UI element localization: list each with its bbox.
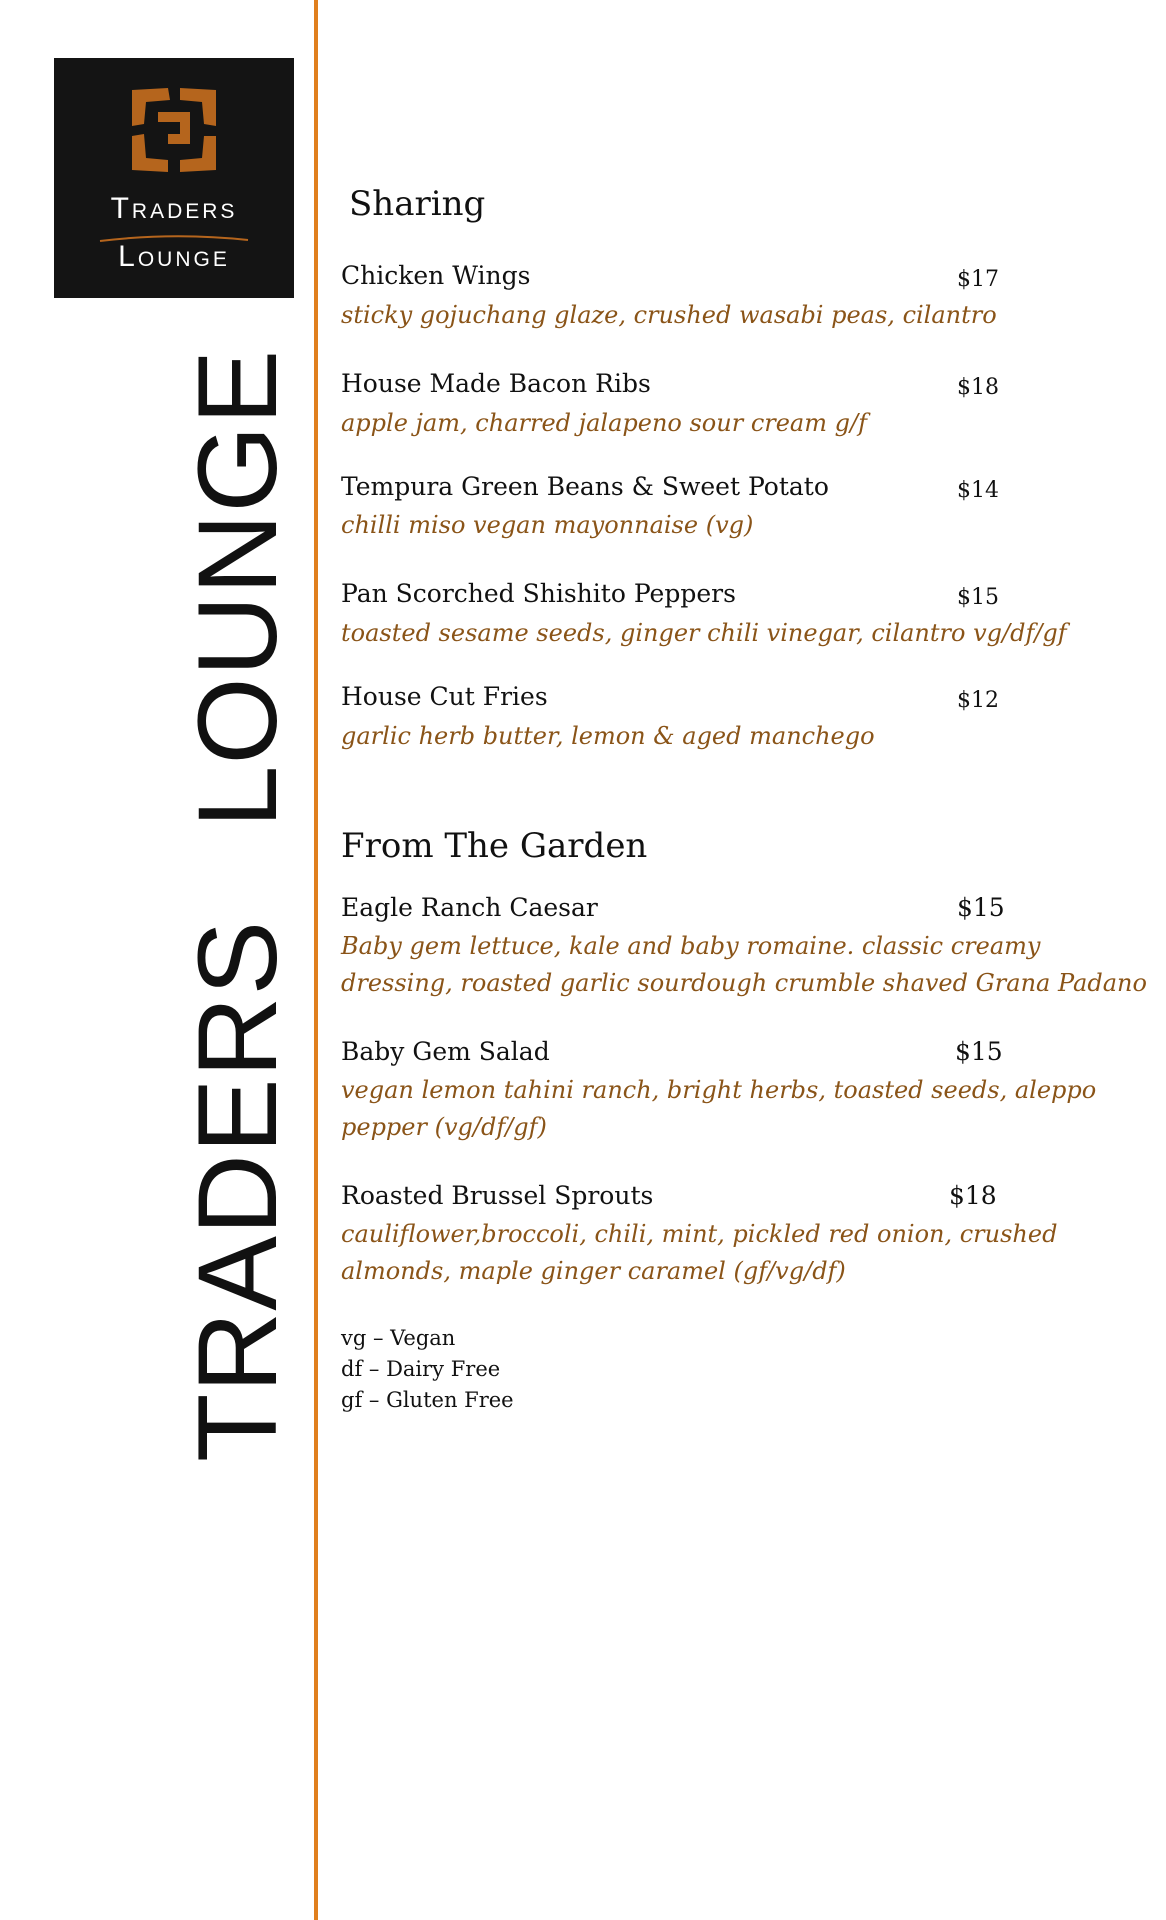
item-description: apple jam, charred jalapeno sour cream g/f [341, 409, 867, 437]
logo-text-traders: Traders [110, 192, 238, 225]
item-description: garlic herb butter, lemon & aged manchego [341, 722, 875, 750]
vertical-word-lounge: LOUNGE [175, 348, 300, 828]
logo [54, 58, 294, 298]
item-name: Baby Gem Salad [341, 1037, 550, 1066]
item-price: $17 [957, 267, 999, 292]
item-name: Eagle Ranch Caesar [341, 893, 598, 922]
item-description: Baby gem lettuce, kale and baby romaine. classic creamy dressing, roasted garlic sourdough crumble shaved Grana Padano [341, 932, 1147, 997]
item-name: Pan Scorched Shishito Peppers [341, 579, 736, 608]
item-description: cauliflower,broccoli, chili, mint, pickled red onion, crushed almonds, maple ginger caramel (gf/vg/df) [341, 1220, 1058, 1285]
legend-item-dairy-free: df – Dairy Free [341, 1357, 501, 1381]
section-title-sharing: Sharing [349, 184, 486, 224]
vertical-brand-text [175, 348, 300, 1462]
item-description: sticky gojuchang glaze, crushed wasabi peas, cilantro [341, 301, 997, 329]
item-name: Roasted Brussel Sprouts [341, 1181, 654, 1210]
section-title-from-the-garden: From The Garden [341, 826, 648, 866]
orange-divider [314, 0, 318, 1920]
item-price: $15 [957, 585, 999, 610]
logo-text-lounge: Lounge [118, 240, 230, 273]
diet-legend [341, 1323, 514, 1416]
item-description: vegan lemon tahini ranch, bright herbs, toasted seeds, aleppo pepper (vg/df/gf) [341, 1076, 1097, 1141]
item-description: chilli miso vegan mayonnaise (vg) [341, 511, 754, 539]
item-price: $15 [957, 893, 1005, 922]
item-price: $18 [949, 1181, 997, 1210]
item-price: $18 [957, 375, 999, 400]
vertical-word-traders: TRADERS [175, 919, 300, 1462]
item-description: toasted sesame seeds, ginger chili vinegar, cilantro vg/df/gf [341, 619, 1067, 647]
item-price: $14 [957, 478, 999, 503]
legend-item-vegan: vg – Vegan [341, 1326, 456, 1350]
item-name: House Made Bacon Ribs [341, 369, 651, 398]
item-name: House Cut Fries [341, 682, 548, 711]
item-name: Chicken Wings [341, 261, 531, 290]
item-name: Tempura Green Beans & Sweet Potato [341, 472, 829, 501]
item-price: $15 [955, 1037, 1003, 1066]
item-price: $12 [957, 688, 999, 713]
square-spiral-icon [128, 84, 220, 176]
legend-item-gluten-free: gf – Gluten Free [341, 1388, 514, 1412]
